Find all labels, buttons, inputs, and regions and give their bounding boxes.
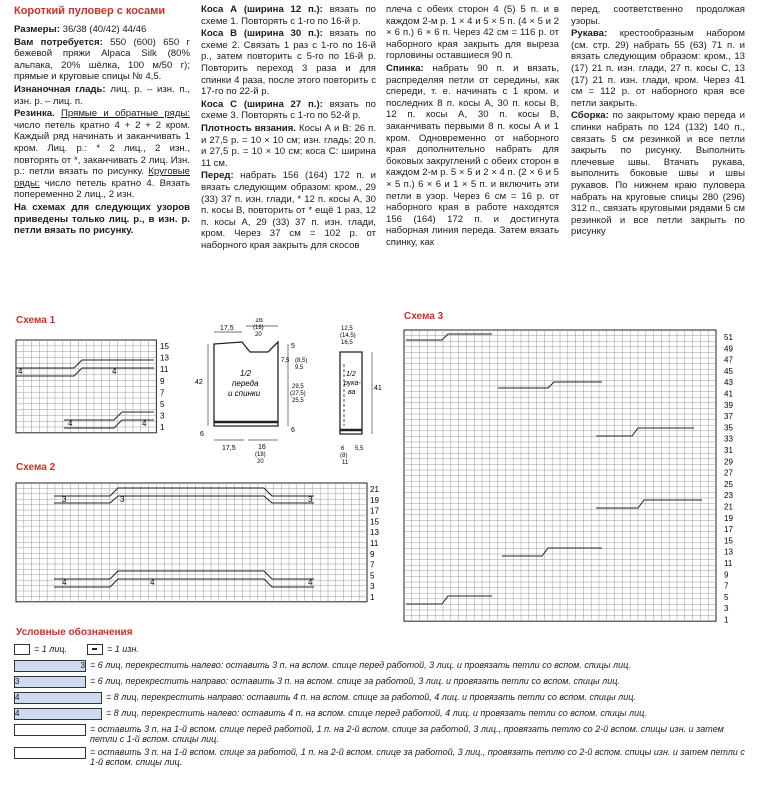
cable-4-right-symbol	[14, 692, 102, 704]
chart-row-number: 33	[724, 434, 733, 444]
chart-row-number: 23	[724, 491, 733, 501]
chart-row-number: 19	[724, 513, 733, 523]
legend-text: = 6 лиц. перекрестить налево: оставить 3 п. на вспом. спице перед работой, 3 лиц. и провязать петли со вспом. спицы лиц.	[90, 660, 631, 670]
rib-text: число петель кратно 4 + 2 + 2 кром. Каждый ряд начинать и заканчивать 1 кром. Лиц. р.: * 2 лиц., 2 изн., повторять от *, заканчивать 2 лиц. Изн. р.: петли вязать по рисунку.	[14, 119, 190, 178]
schema2-cable-num: 4	[150, 578, 155, 587]
chart-row-number: 43	[724, 378, 733, 388]
chart-row-number: 39	[724, 400, 733, 410]
chart-row-number: 11	[160, 365, 169, 375]
dim-neck-width-alt: (18)	[253, 325, 264, 331]
chart-row-number: 9	[370, 549, 375, 559]
gauge-text: Косы А и В: 26 п. и 27,5 р. = 10 × 10 см; изн. гладь: 20 п. и 27,5 р. = 10 × 10 см; коса С: ширина 11 см.	[201, 122, 376, 169]
back-text: набрать 90 п. и вязать, распределяя петли от середины, как спереди, т. е. начинать с 1 кром. и последних 8 п. косы А, 30 п. косы В, 12 п. косы А, 30 п. косы В, заканчивать первыми 8 п. косы А и 1 кром. Одновременно от наборного края дополнительно набрать для боковых закруглений с обеих сторон в каждом 2-м р. 5 × 5 и 2 × 4 п. (2 × 6 и 5 × 5 п.) 6 × 6 и 1 × 5 п. и включить эти петли в узор. Через 6 см = 16 р. от наборного края в работе находятся 156 (164) 172 п. и достигнута наборная линия переда. Затем вязать спинку, как	[386, 62, 559, 248]
schema2-label: Схема 2	[16, 462, 56, 473]
dim-bottom-width: 17,5	[222, 445, 236, 452]
schema1-chart	[14, 338, 184, 438]
rib-subtitle: Прямые и обратные ряды:	[61, 108, 190, 120]
legend-text: = 8 лиц. перекрестить налево: оставить 4 п. на вспом. спице перед работой, 4 лиц. и провязать петли со вспом. спицы лиц.	[106, 708, 647, 718]
gauge-label: Плотность вязания.	[201, 122, 296, 134]
chart-row-number: 15	[160, 342, 169, 351]
chart-row-number: 25	[724, 479, 733, 489]
chart-row-number: 9	[160, 376, 165, 386]
schema1-cable-num: 4	[142, 419, 147, 428]
rib-label: Резинка.	[14, 108, 55, 120]
schema2-cable-num: 4	[62, 578, 67, 587]
sleeve-dim-bottom-alt: (8)	[340, 453, 348, 459]
schema3-grid	[404, 330, 716, 621]
sleeve-dim-bottom: 6	[341, 446, 345, 452]
schema1-cable-num: 4	[68, 419, 73, 428]
chart-row-number: 13	[160, 353, 169, 363]
dim-top-width: 17,5	[220, 325, 234, 332]
chart-row-number: 45	[724, 366, 733, 376]
front-pattern-diagram	[192, 318, 312, 468]
cable-purl-right-symbol	[14, 747, 86, 759]
chart-row-number: 1	[160, 423, 165, 433]
dim-slope-alt2: 9,5	[295, 365, 304, 371]
cable-b-text: вязать по схеме 2. Связать 1 раз с 1-го по 16-й р., затем повторить с 5-го по 16-й р. Повторить переход 3 раза и для спинки 4 раза, после этого повторить с 17-го по 22-й р.	[201, 28, 376, 98]
legend-row	[14, 724, 749, 744]
dim-bottom-width2-alt: (18)	[255, 452, 266, 458]
dim-height: 42	[195, 379, 203, 386]
sleeve-label: рука-	[344, 380, 361, 387]
legend-row	[14, 644, 749, 657]
knit-symbol	[14, 644, 30, 655]
chart-row-number: 35	[724, 423, 733, 433]
front-piece-label: переда	[232, 379, 259, 388]
front-label: Перед:	[201, 170, 234, 182]
chart-row-number: 51	[724, 333, 733, 342]
chart-row-number: 5	[160, 400, 165, 409]
legend-row	[14, 676, 749, 689]
dim-slope-alt: (8,5)	[295, 358, 308, 364]
column-2	[201, 4, 376, 252]
sizes-text: 36/38 (40/42) 44/46	[59, 24, 147, 35]
legend-cable-num: 4	[15, 693, 20, 702]
chart-row-number: 15	[370, 517, 379, 527]
front-piece-label: и спинки	[228, 389, 261, 398]
cable-b-label: Коса В (ширина 30 п.):	[201, 28, 323, 40]
sleeve-dim-top-alt: (14,5)	[340, 333, 356, 339]
chart-row-number: 1	[370, 593, 375, 602]
chart-row-number: 13	[724, 547, 733, 557]
schema3-row-numbers	[724, 333, 733, 625]
legend-text: = оставить 3 п. на 1-й вспом. спице за работой, 1 п. на 2-й вспом. спице за работой, 3 лиц., провязать петлю со 2-й вспом. спицы изн. и затем петли с 1-й вспом. спицы лиц.	[90, 747, 745, 767]
chart-row-number: 7	[160, 388, 165, 398]
chart-row-number: 17	[724, 525, 733, 535]
cable-4-left-symbol	[14, 708, 102, 720]
dim-slope: 7,5	[281, 358, 290, 364]
schema2-chart	[14, 481, 384, 616]
continue-text: перед, соответственно продолжая узоры.	[571, 4, 745, 27]
column-1	[14, 4, 190, 238]
assembly-label: Сборка:	[571, 110, 609, 122]
schema2-cable-num: 3	[62, 495, 67, 504]
legend-text: = 8 лиц. перекрестить направо: оставить 4 п. на вспом. спице за работой, 4 лиц. и провязать петли со вспом. спицы лиц.	[106, 692, 636, 702]
front-text: набрать 156 (164) 172 п. и вязать следующим образом: кром., 29 (33) 37 п. изн. глади, * 12 п. косы А, 30 п. косы В, повторить от * ещё 1 раз, 12 п. косы А, 29 (33) 37 п. изн. глади, кром. Через 37 см = 102 р. от наборного края закрыть для скосов	[201, 170, 376, 251]
sleeve-dim-height: 41	[374, 385, 382, 392]
cable-a-label: Коса А (ширина 12 п.):	[201, 4, 323, 15]
legend-cable-num: 4	[15, 709, 20, 718]
chart-row-number: 13	[370, 528, 379, 538]
dim-side: 29,5	[292, 384, 304, 390]
chart-row-number: 47	[724, 355, 733, 365]
cable-3-left-symbol	[14, 660, 86, 672]
chart-row-number: 5	[724, 592, 729, 602]
schema2-cable-num: 3	[308, 495, 313, 504]
column-3	[386, 4, 559, 249]
chart-row-number: 21	[370, 485, 379, 494]
sleeve-dim-top: 12,5	[341, 326, 353, 332]
chart-row-number: 37	[724, 412, 733, 422]
schema2-row-numbers	[370, 485, 379, 602]
dim-neck-width-alt2: 20	[255, 332, 262, 338]
schema3-label: Схема 3	[404, 311, 444, 322]
legend-row	[14, 708, 749, 721]
sleeve-dim-bottom2: 5,5	[355, 446, 364, 452]
sleeves-label: Рукава:	[571, 28, 608, 40]
sleeve-dim-top-alt2: 16,5	[341, 340, 353, 346]
legend-text: = оставить 3 п. на 1-й вспом. спице перед работой, 1 п. на 2-й вспом. спице за работой, 3 лиц., провязать петлю со 2-й вспом. спицы изн. и затем петли с 1-й вспом. спицы лиц.	[90, 724, 724, 744]
schema3-chart	[402, 328, 752, 638]
chart-row-number: 27	[724, 468, 733, 478]
sleeves-text: крестообразным набором (см. стр. 29) набрать 55 (63) 71 п. и вязать следующим образом: кром., 13 (17) 21 п. изн. глади, 27 п. косы С, 13 (17) 21 п. изн. глади, кром. Через 41 см = 112 р. от наборного края все петли закрыть.	[571, 28, 745, 109]
cable-a-text: вязать по схеме 1. Повторять с 1-го по 16-й р.	[201, 4, 376, 27]
chart-row-number: 31	[724, 446, 733, 455]
chart-row-number: 41	[724, 389, 733, 399]
sleeve-label: 1/2	[346, 371, 356, 378]
chart-row-number: 17	[370, 506, 379, 516]
legend-title: Условные обозначения	[16, 627, 133, 638]
chart-row-number: 9	[724, 570, 729, 580]
back-label: Спинка:	[386, 62, 424, 74]
schema1-label: Схема 1	[16, 315, 56, 326]
dim-side-alt: (27,5)	[290, 391, 306, 397]
cable-purl-left-symbol	[14, 724, 86, 736]
legend-row	[14, 660, 749, 673]
legend-text: = 1 лиц.	[34, 644, 67, 654]
legend	[14, 644, 749, 770]
schema1-cable-num: 4	[18, 367, 23, 376]
sleeve-pattern-diagram	[328, 322, 386, 472]
sleeve-dim-bottom-alt2: 11	[342, 460, 349, 466]
chart-row-number: 3	[160, 411, 165, 421]
materials-text: 550 (600) 650 г бежевой пряжи Alpaca Silk (80% альпака, 20% шёлка, 100 м/50 г); прямые и круговые спицы № 4,5.	[14, 36, 190, 83]
chart-row-number: 1	[724, 615, 729, 625]
schema2-cable-num: 4	[308, 578, 313, 587]
legend-cable-num: 3	[15, 677, 20, 686]
schema2-cable-num: 3	[120, 495, 125, 504]
stockinette-label: Изнаночная гладь:	[14, 83, 106, 95]
legend-cable-num: 3	[80, 661, 85, 670]
chart-row-number: 3	[370, 582, 375, 592]
cable-c-label: Коса С (ширина 27 п.):	[201, 98, 323, 110]
schema1-row-numbers	[160, 342, 169, 432]
sleeve-label: ва	[348, 389, 356, 396]
schema1-grid	[16, 340, 156, 433]
legend-row	[14, 747, 749, 767]
chart-row-number: 49	[724, 344, 733, 354]
assembly-text: по закрытому краю переда и спинки набрать по 124 (132) 140 п., связать 5 см резинкой и все петли закрыть по рисунку. Выполнить плечевые швы. Втачать рукава, выполнить боковые швы и швы рукавов. По нижнем краю пуловера набрать на круговые спицы 280 (296) 312 п., связать круговыми рядами 5 см резинкой и все петли закрыть по рисунку	[571, 110, 745, 238]
cable-c-text: вязать по схеме 3. Повторять с 1-го по 52-й р.	[201, 98, 376, 122]
chart-row-number: 7	[370, 560, 375, 570]
chart-row-number: 21	[724, 502, 733, 512]
dim-shoulder: 5	[291, 343, 295, 350]
front-piece-label: 1/2	[240, 369, 252, 378]
chart-row-number: 5	[370, 571, 375, 581]
chart-row-number: 19	[370, 495, 379, 505]
round-text: число петель кратно 4. Вязать попеременно 2 лиц., 2 изн.	[14, 177, 190, 201]
stockinette-text: лиц. р. – изн. п., изн. р. – лиц. п.	[14, 83, 191, 107]
dim-bottom-width2-alt2: 20	[257, 459, 264, 465]
chart-note: На схемах для следующих узоров приведены только лиц. р., в изн. р. петли вязать по рисунку.	[14, 201, 190, 237]
chart-row-number: 11	[724, 559, 733, 568]
sizes-label: Размеры:	[14, 24, 60, 35]
schema1-cable-num: 4	[112, 367, 117, 376]
materials-label: Вам потребуется:	[14, 36, 103, 48]
legend-text: = 6 лиц. перекрестить направо: оставить 3 п. на вспом. спице за работой, 3 лиц. и провязать петли со вспом. спицы лиц.	[90, 676, 620, 686]
dim-left-rib: 6	[200, 431, 204, 438]
shoulder-text: плеча с обеих сторон 4 (5) 5 п. и в каждом 2-м р. 1 × 4 и 5 × 5 п. (4 × 5 и 2 × 6 п.) 6 × 6 п. Через 42 см = 116 р. от наборного края закрыть для выреза горловины оставшиеся 90 п.	[386, 4, 559, 62]
purl-symbol	[87, 644, 103, 655]
round-subtitle: Круговые ряды:	[14, 166, 190, 189]
chart-row-number: 15	[724, 536, 733, 546]
legend-text: = 1 изн.	[107, 644, 139, 654]
dim-side-alt2: 25,5	[292, 398, 304, 404]
schema2-grid	[16, 483, 367, 602]
legend-row	[14, 692, 749, 705]
dim-bottom-width2: 16	[258, 444, 266, 451]
article-title: Короткий пуловер с косами	[14, 5, 166, 17]
cable-3-right-symbol	[14, 676, 86, 688]
chart-row-number: 3	[724, 604, 729, 614]
chart-row-number: 11	[370, 539, 379, 548]
chart-row-number: 7	[724, 581, 729, 591]
dim-neck-width: 16	[255, 318, 263, 324]
dim-bottom-rib: 6	[291, 427, 295, 434]
column-4	[571, 4, 745, 239]
chart-row-number: 29	[724, 457, 733, 467]
